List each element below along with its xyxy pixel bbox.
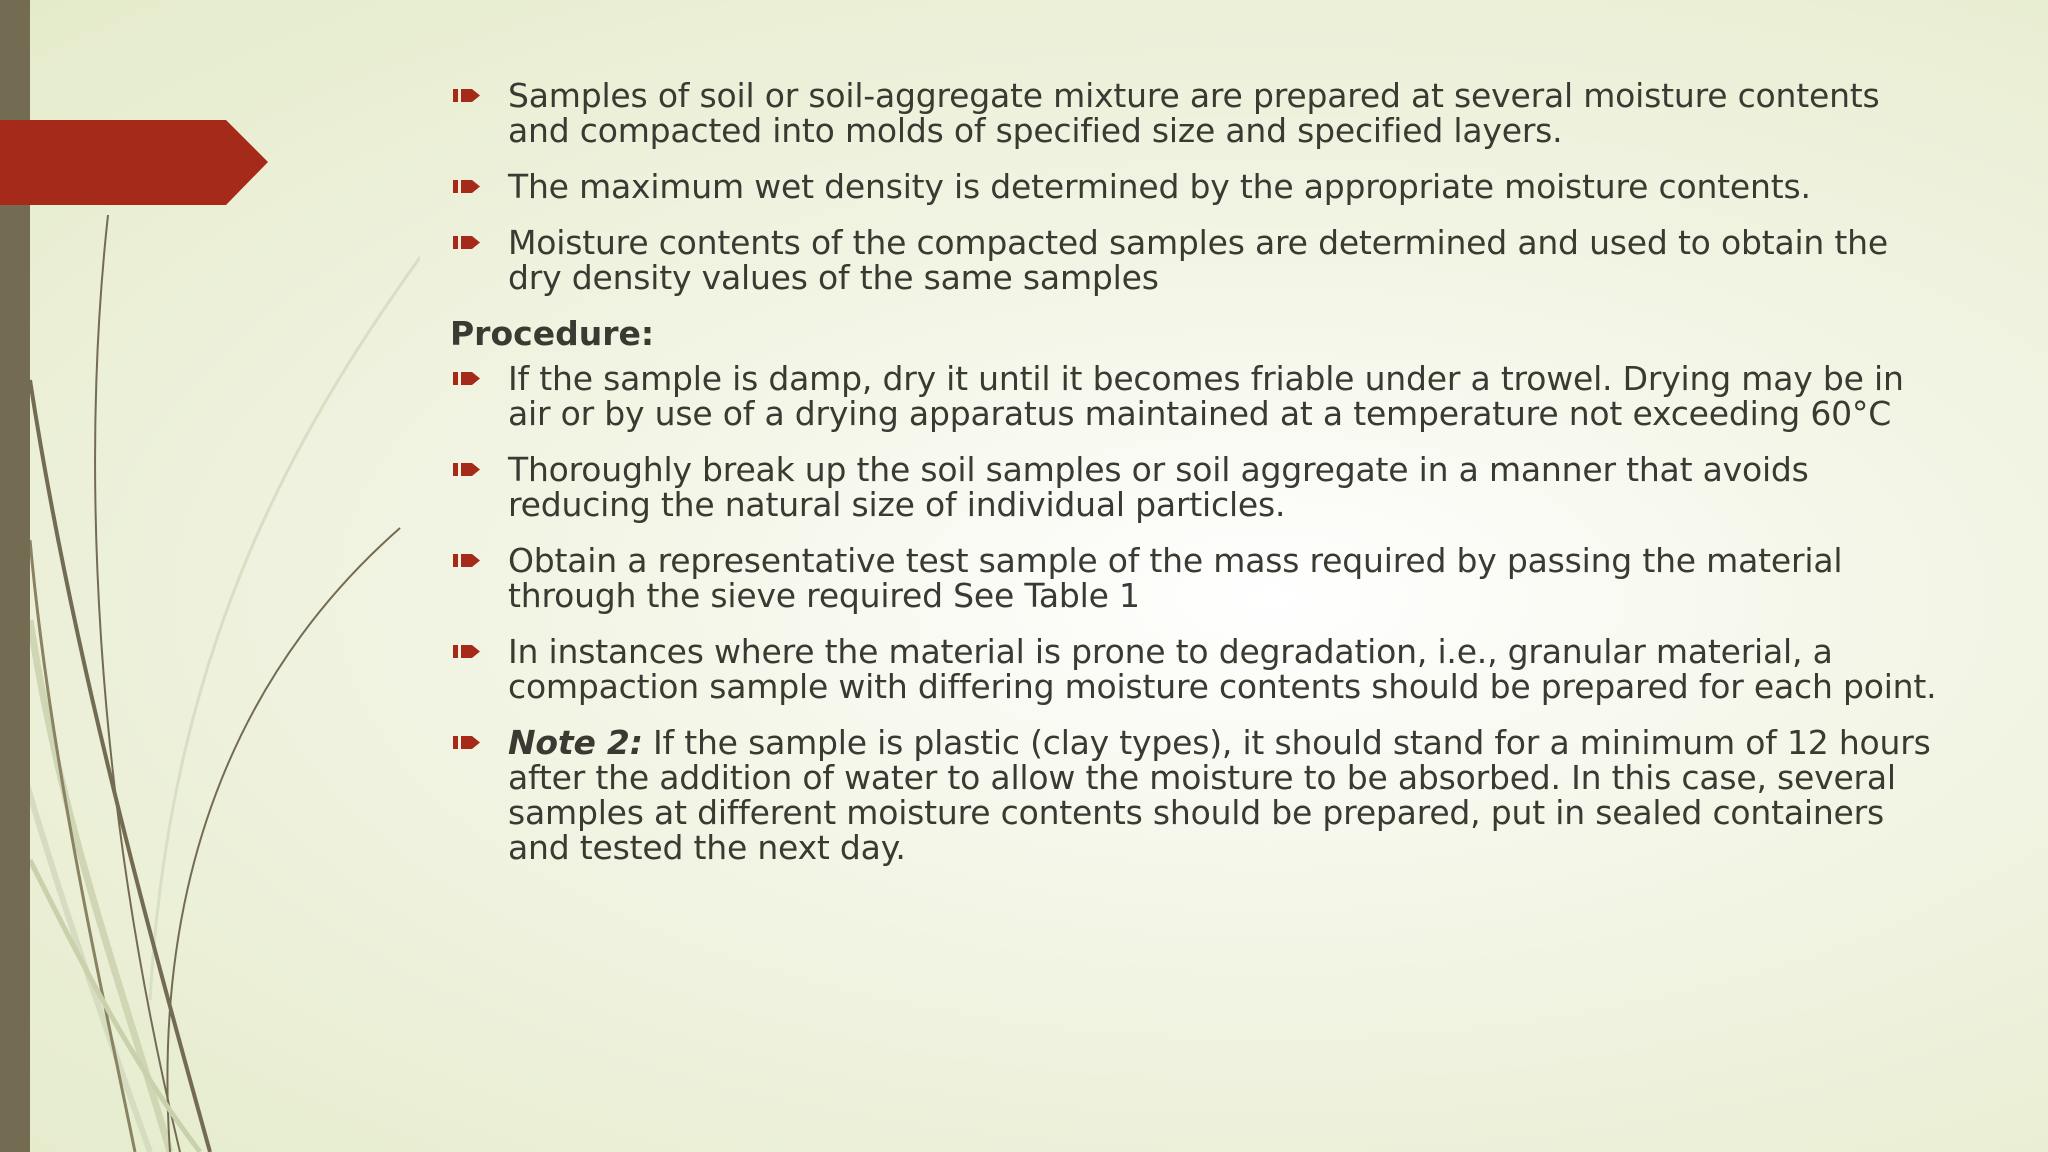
note-label: Note 2: [508, 723, 643, 762]
title-arrow-banner [0, 0, 280, 220]
note-item [450, 725, 1950, 865]
bullet-text: Moisture contents of the compacted samples are determined and used to obtain the dry density values of the same samples [508, 223, 1888, 297]
arrow-bullet-icon [453, 234, 480, 251]
list-item [450, 543, 1950, 613]
list-item [450, 361, 1950, 431]
curve-pale-3 [150, 230, 420, 1000]
curve-pale-1 [30, 620, 170, 1152]
list-item [450, 169, 1950, 204]
note-text: If the sample is plastic (clay types), it should stand for a minimum of 12 hours after the addition of water to allow the moisture to be absorbed. In this case, several samples at different moisture contents should be prepared, put in sealed containers and tested the next day. [508, 723, 1931, 867]
list-item [450, 452, 1950, 522]
curve-pale-2 [20, 760, 150, 1152]
bullet-text: Obtain a representative test sample of the mass required by passing the material through the sieve required See Table 1 [508, 541, 1843, 615]
arrow-bullet-icon [453, 178, 480, 195]
bullet-text: Samples of soil or soil-aggregate mixture are prepared at several moisture contents and compacted into molds of specified size and specified layers. [508, 76, 1880, 150]
intro-bullet-list [450, 78, 1950, 295]
arrow-bullet-icon [453, 734, 480, 751]
list-item [450, 225, 1950, 295]
procedure-bullet-list [450, 361, 1950, 865]
procedure-heading: Procedure: [450, 314, 655, 353]
arrow-bullet-icon [453, 87, 480, 104]
slide-content [450, 78, 1950, 886]
bullet-text: The maximum wet density is determined by the appropriate moisture contents. [508, 167, 1811, 206]
arrow-bullet-icon [453, 461, 480, 478]
bullet-text: If the sample is damp, dry it until it becomes friable under a trowel. Drying may be in air or by use of a drying apparatus maintained at a temperature not exceeding 60°C [508, 359, 1904, 433]
bullet-text: Thoroughly break up the soil samples or soil aggregate in a manner that avoids reducing the natural size of individual particles. [508, 450, 1809, 524]
arrow-bullet-icon [453, 643, 480, 660]
list-item [450, 78, 1950, 148]
list-item [450, 634, 1950, 704]
bullet-text: In instances where the material is prone to degradation, i.e., granular material, a compaction sample with differing moisture contents should be prepared for each point. [508, 632, 1937, 706]
arrow-bullet-icon [453, 370, 480, 387]
curve-dark-3 [167, 528, 400, 1152]
curve-pale-4 [30, 860, 200, 1152]
arrow-bullet-icon [453, 552, 480, 569]
